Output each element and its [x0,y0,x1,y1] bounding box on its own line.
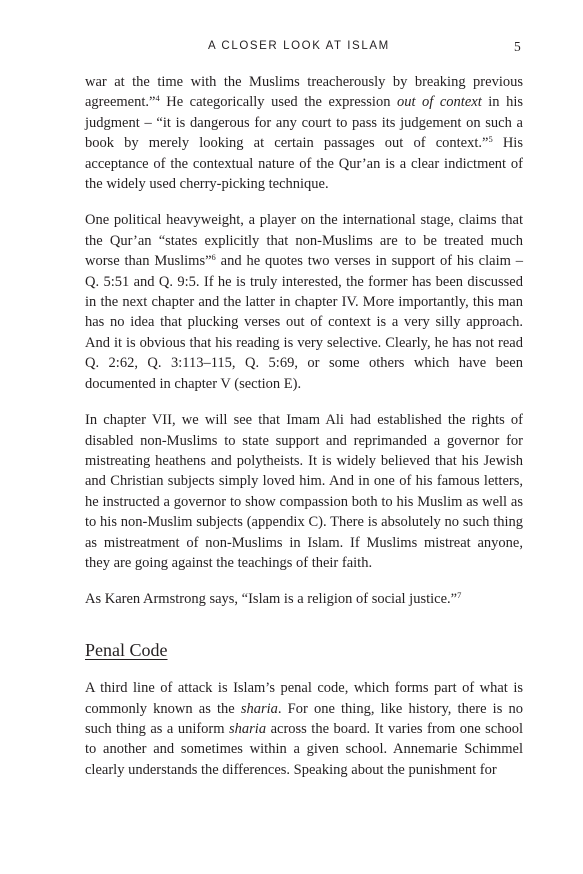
text-run: His acceptance of the contextual nature of the Qur’an is a clear indictment of the widely used cherry-picking technique. [85,135,523,193]
paragraph-3: In chapter VII, we will see that Imam Ali had established the rights of disabled non-Muslims to state support and reprimanded a governor for mistreating heathens and polytheists. It is widely believed that his Jewish and Christian subjects simply loved him. And in one of his famous letters, he instructed a governor to show compassion both to his Muslim as well as to his non-Muslim subjects (appendix C). There is absolutely no such thing as mistreatment of non-Muslims in Islam. If Muslims mistreat anyone, they are going against the teachings of their faith. [85,412,523,571]
footnote-marker-6: 6 [211,252,216,263]
paragraph-2 [85,210,523,394]
text-run: . For one thing, like history, there is no such thing as a uniform [85,700,523,737]
text-run: and he quotes two verses in support of his claim – Q. 5:51 and Q. 9:5. If he is truly interested, the former has been discussed in the next chapter and the latter in chapter IV. More importantly, this man has no idea that plucking verses out of context is a very silly approach. And it is obvious that his reading is very selective. Clearly, he has not read Q. 2:62, Q. 3:113–115, Q. 5:69, or some others which have been documented in chapter V (section E). [85,253,524,392]
section-heading: Penal Code [85,639,168,660]
text-run: war at the time with the Muslims treacherously by breaking previous agreement.” [85,74,523,111]
body-text [85,72,523,780]
text-run: across the board. It varies from one school to another and sometimes within a given school. Annemarie Schimmel clearly understands the differences. Speaking about the punishment for [85,720,523,778]
paragraph-1 [85,72,523,194]
paragraph-4 [85,589,523,609]
emphasis-out-of-context: out of context [397,94,482,111]
page-number: 5 [514,39,521,54]
emphasis-sharia: sharia [240,700,278,717]
running-title: A CLOSER LOOK AT ISLAM [208,40,390,52]
footnote-marker-4: 4 [155,93,160,104]
running-header [0,40,583,56]
footnote-marker-7: 7 [457,590,462,601]
text-run: As Karen Armstrong says, “Islam is a religion of social justice.” [85,591,458,608]
text-run: A third line of attack is Islam’s penal code, which forms part of what is commonly known as the [85,680,523,717]
footnote-marker-5: 5 [488,134,493,145]
emphasis-sharia: sharia [229,720,267,737]
text-run: in his judgment – “it is dangerous for any court to pass its judgement on such a book by merely looking at certain passages out of context.” [85,94,524,152]
text-run: One political heavyweight, a player on the international stage, claims that the Qur’an “states explicitly that non-Muslims are to be treated much worse than Muslims” [85,212,523,270]
paragraph-5 [85,678,523,780]
text-run: He categorically used the expression [159,94,397,111]
